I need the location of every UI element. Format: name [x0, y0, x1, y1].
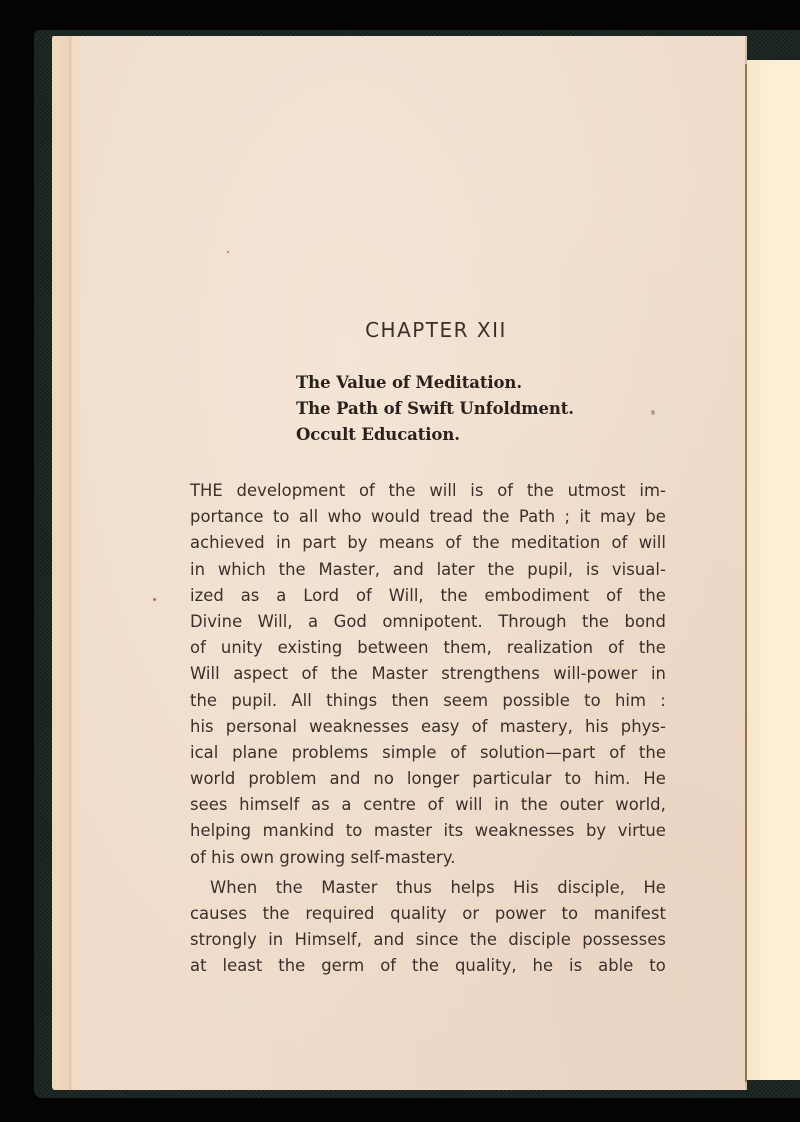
word: power — [494, 904, 546, 923]
word: meditation — [510, 533, 601, 553]
word: portance — [190, 507, 264, 527]
word: the — [190, 690, 218, 710]
word: weaknesses — [309, 716, 409, 736]
word: personal — [225, 716, 297, 736]
word: the — [638, 638, 666, 658]
text-line — [190, 714, 666, 740]
word: outer — [559, 795, 604, 815]
word: Master — [371, 664, 428, 684]
word: Will, — [388, 585, 424, 605]
word: required — [305, 904, 375, 923]
word: part — [302, 533, 337, 553]
word: utmost — [567, 481, 626, 500]
text-line — [190, 661, 666, 687]
word: and — [392, 559, 424, 579]
word: to — [564, 769, 582, 789]
word: When — [210, 877, 258, 897]
word: realization — [506, 638, 594, 658]
word: to — [649, 956, 666, 976]
word: sees — [190, 795, 228, 815]
word: the — [487, 559, 515, 579]
word: and — [373, 930, 405, 950]
word: of — [355, 585, 372, 605]
word: God — [333, 611, 367, 631]
word: then — [391, 690, 429, 710]
word: a — [276, 585, 287, 605]
word: of — [358, 481, 375, 500]
word: later — [436, 559, 475, 579]
word: least — [222, 956, 263, 976]
word: in — [650, 664, 666, 684]
word: the — [638, 585, 666, 605]
word: ized — [190, 585, 224, 605]
word: existing — [277, 638, 343, 658]
word: His — [513, 877, 539, 897]
word: the — [469, 930, 497, 950]
word: of — [607, 638, 624, 658]
word: embodiment — [484, 585, 590, 605]
word: quality, — [454, 956, 517, 976]
word: plane — [232, 742, 278, 762]
word: to — [345, 821, 363, 841]
word: of — [190, 847, 212, 867]
word: the — [278, 956, 306, 976]
word: of — [606, 585, 622, 605]
text-line — [190, 504, 666, 530]
word: strongly — [190, 930, 257, 950]
word: strengthens — [441, 664, 540, 684]
word: thus — [396, 877, 432, 897]
word: and — [329, 769, 361, 789]
body-text — [190, 478, 666, 980]
word: longer — [406, 769, 460, 789]
word: of — [190, 638, 206, 658]
word: own — [240, 847, 280, 867]
word: ical — [190, 742, 219, 762]
word: means — [378, 533, 435, 553]
word: it — [579, 507, 591, 527]
word: possible — [502, 690, 570, 710]
word: possesses — [582, 930, 666, 950]
text-line — [190, 609, 666, 635]
word: bond — [624, 611, 666, 631]
word: of — [611, 533, 628, 553]
word: him — [614, 690, 647, 710]
word: the — [638, 742, 666, 762]
word: Will — [190, 664, 220, 684]
word: quality — [390, 904, 447, 923]
page-gutter — [745, 64, 747, 1082]
word: virtue — [617, 821, 666, 841]
word: growing — [279, 847, 351, 867]
word: centre — [363, 795, 416, 815]
word: of — [497, 481, 514, 500]
word: in — [268, 930, 284, 950]
word: would — [371, 507, 421, 527]
word: omnipotent. — [382, 611, 483, 631]
text-line — [190, 478, 666, 504]
paper-speck — [651, 410, 655, 415]
word: the — [526, 481, 554, 500]
word: tread — [429, 507, 474, 527]
word: the — [482, 507, 510, 527]
word: them, — [443, 638, 492, 658]
word: as — [240, 585, 260, 605]
word: pupil, — [527, 559, 574, 579]
word: as — [311, 795, 330, 815]
word: world — [190, 769, 236, 789]
text-line — [190, 635, 666, 661]
word: will — [638, 533, 666, 553]
word: of — [301, 664, 318, 684]
paragraph — [190, 478, 666, 871]
word: germ — [321, 956, 365, 976]
word: things — [326, 690, 378, 710]
chapter-heading: CHAPTER XII — [365, 318, 507, 342]
word: problems — [291, 742, 369, 762]
text-line — [190, 740, 666, 766]
word: weaknesses — [474, 821, 575, 841]
word: of — [471, 716, 488, 736]
word: is — [585, 559, 600, 579]
word: will-power — [553, 664, 638, 684]
word: helps — [450, 877, 495, 897]
word: the — [330, 664, 358, 684]
word: a — [308, 611, 319, 631]
word: visual- — [611, 559, 666, 579]
word: Path — [518, 507, 556, 527]
word: in — [275, 533, 291, 553]
text-line — [190, 901, 666, 927]
word: of — [609, 742, 626, 762]
word: helping — [190, 821, 252, 841]
word: which — [217, 559, 266, 579]
word: able — [598, 956, 634, 976]
word: the — [412, 956, 440, 976]
word: manifest — [593, 904, 666, 923]
word: the — [275, 877, 303, 897]
word: to — [584, 690, 601, 710]
word: THE — [190, 481, 223, 500]
word: who — [327, 507, 362, 527]
word: to — [561, 904, 579, 923]
word: the — [582, 611, 610, 631]
word: since — [415, 930, 459, 950]
word: will — [455, 795, 483, 815]
word: of — [427, 795, 444, 815]
word: disciple — [508, 930, 571, 950]
word: Master, — [318, 559, 380, 579]
word: phys- — [620, 716, 666, 736]
word: problem — [248, 769, 317, 789]
word: master — [373, 821, 432, 841]
word: by — [347, 533, 368, 553]
text-line — [190, 530, 666, 556]
text-line — [190, 792, 666, 818]
chapter-subtitles — [296, 370, 574, 448]
paper-speck — [153, 598, 156, 601]
word: Himself, — [294, 930, 362, 950]
text-line — [190, 927, 666, 953]
word: the — [472, 533, 500, 553]
word: He — [643, 769, 666, 789]
word: the — [520, 795, 548, 815]
word: Lord — [303, 585, 340, 605]
word: simple — [382, 742, 437, 762]
word: is — [470, 481, 484, 500]
word: of — [380, 956, 397, 976]
word: particular — [472, 769, 552, 789]
word: easy — [420, 716, 460, 736]
word: to — [272, 507, 290, 527]
text-line — [190, 557, 666, 583]
subtitle: The Path of Swift Unfoldment. — [296, 399, 574, 418]
word: himself — [239, 795, 300, 815]
word: solution—part — [479, 742, 596, 762]
word: his — [190, 716, 214, 736]
word: its — [443, 821, 464, 841]
word: pupil. — [231, 690, 278, 710]
paragraph — [190, 875, 666, 980]
word: seem — [443, 690, 489, 710]
word: disciple, — [557, 877, 625, 897]
text-line — [190, 688, 666, 714]
word: by — [585, 821, 607, 841]
text-line — [190, 766, 666, 792]
word: unity — [220, 638, 263, 658]
text-line — [190, 953, 666, 979]
word: in — [190, 559, 206, 579]
word: the — [278, 559, 306, 579]
text-line — [190, 875, 666, 901]
word: He — [643, 877, 666, 897]
word: all — [298, 507, 319, 527]
word: mankind — [262, 821, 335, 841]
word: All — [291, 690, 312, 710]
word: the — [388, 481, 416, 500]
word: causes — [190, 904, 247, 923]
paper-speck — [227, 251, 229, 253]
word: development — [236, 481, 346, 500]
word: may — [600, 507, 636, 527]
text-line — [190, 818, 666, 844]
subtitle: Occult Education. — [296, 425, 460, 444]
word: : — [660, 690, 666, 710]
word: self-mastery. — [350, 847, 456, 867]
word: Master — [321, 877, 378, 897]
word: ; — [564, 507, 571, 527]
word: between — [357, 638, 429, 658]
word: of — [445, 533, 462, 553]
word: the — [440, 585, 468, 605]
word: his — [584, 716, 609, 736]
word: at — [190, 956, 207, 976]
text-line — [190, 583, 666, 609]
word: be — [645, 507, 666, 527]
word: in — [494, 795, 510, 815]
word: im- — [639, 481, 666, 500]
word: achieved — [190, 533, 265, 553]
text-line — [190, 845, 666, 871]
word: aspect — [233, 664, 289, 684]
word: the — [262, 904, 290, 923]
word: mastery, — [499, 716, 573, 736]
word: will — [429, 481, 457, 500]
word: Will, — [257, 611, 293, 631]
word: he — [532, 956, 554, 976]
word: world, — [615, 795, 666, 815]
word: no — [373, 769, 394, 789]
word: of — [450, 742, 467, 762]
subtitle: The Value of Meditation. — [296, 373, 522, 392]
word: or — [462, 904, 480, 923]
word: Divine — [190, 611, 243, 631]
word: him. — [594, 769, 631, 789]
facing-page-edge — [747, 60, 800, 1080]
word: is — [569, 956, 583, 976]
word: his — [211, 847, 241, 867]
word: a — [341, 795, 352, 815]
word: Through — [498, 611, 567, 631]
